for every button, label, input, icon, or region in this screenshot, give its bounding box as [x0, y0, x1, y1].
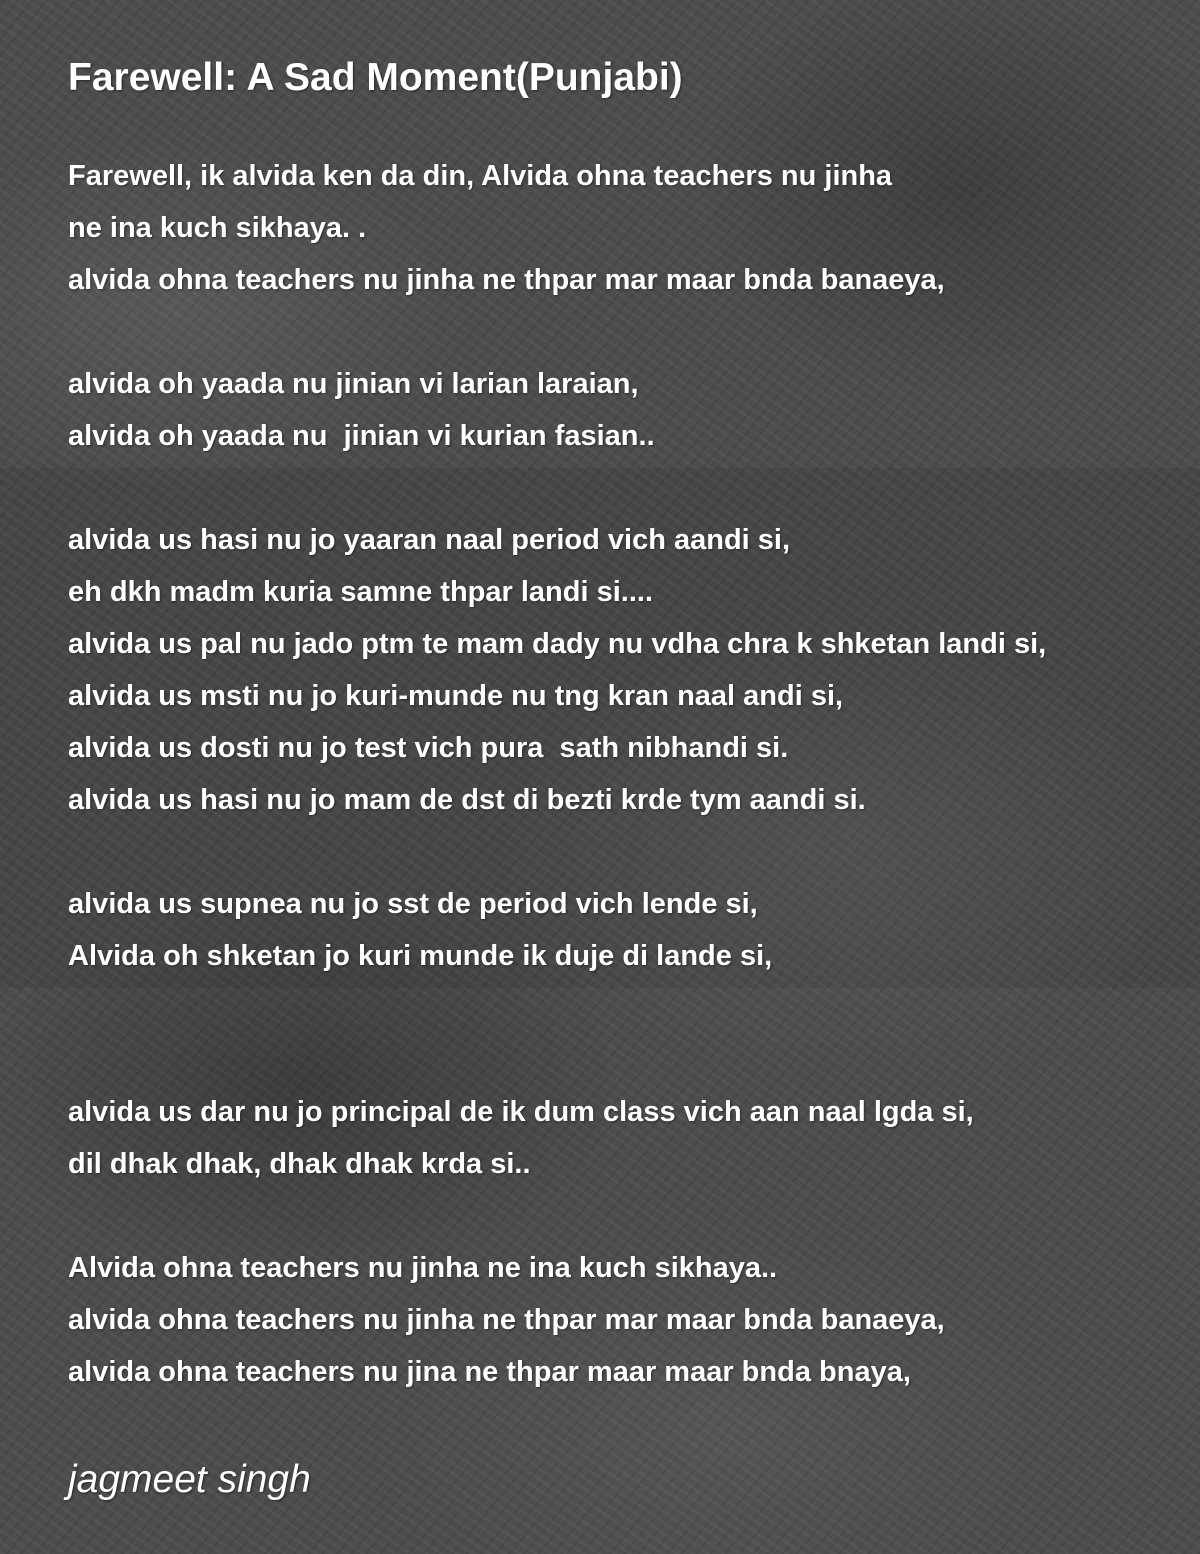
- poem-line: alvida us dar nu jo principal de ik dum class vich aan naal lgda si,: [68, 1096, 974, 1128]
- poem-title: Farewell: A Sad Moment(Punjabi): [68, 56, 683, 99]
- poem-line: dil dhak dhak, dhak dhak krda si..: [68, 1148, 531, 1180]
- poem-line: eh dkh madm kuria samne thpar landi si....: [68, 576, 653, 608]
- poem-line: alvida ohna teachers nu jinha ne thpar mar maar bnda banaeya,: [68, 264, 945, 296]
- poem-line: alvida ohna teachers nu jinha ne thpar mar maar bnda banaeya,: [68, 1304, 945, 1336]
- poem-line: [68, 306, 1178, 358]
- poem-line: alvida us dosti nu jo test vich pura sath nibhandi si.: [68, 732, 789, 764]
- poem-line: Alvida oh shketan jo kuri munde ik duje di lande si,: [68, 940, 773, 972]
- poem-line: [68, 982, 1178, 1034]
- poem-line: alvida oh yaada nu jinian vi kurian fasian..: [68, 420, 655, 452]
- poem-body: [68, 150, 1178, 1398]
- poem-line: [68, 1190, 1178, 1242]
- poem-line: [68, 826, 1178, 878]
- poem-line: alvida us hasi nu jo yaaran naal period vich aandi si,: [68, 524, 791, 556]
- poem-line: [68, 1034, 1178, 1086]
- poem-line: alvida oh yaada nu jinian vi larian laraian,: [68, 368, 639, 400]
- poem-line: [68, 462, 1178, 514]
- poem-line: alvida us msti nu jo kuri-munde nu tng kran naal andi si,: [68, 680, 844, 712]
- poem-line: ne ina kuch sikhaya. .: [68, 212, 367, 244]
- poem-author: jagmeet singh: [68, 1458, 311, 1501]
- poem-line: Alvida ohna teachers nu jinha ne ina kuch sikhaya..: [68, 1252, 778, 1284]
- poem-line: alvida us hasi nu jo mam de dst di bezti krde tym aandi si.: [68, 784, 866, 816]
- poem-line: alvida ohna teachers nu jina ne thpar maar maar bnda bnaya,: [68, 1356, 911, 1388]
- poem-line: Farewell, ik alvida ken da din, Alvida ohna teachers nu jinha: [68, 160, 893, 192]
- poem-line: alvida us pal nu jado ptm te mam dady nu vdha chra k shketan landi si,: [68, 628, 1047, 660]
- poem-line: alvida us supnea nu jo sst de period vich lende si,: [68, 888, 758, 920]
